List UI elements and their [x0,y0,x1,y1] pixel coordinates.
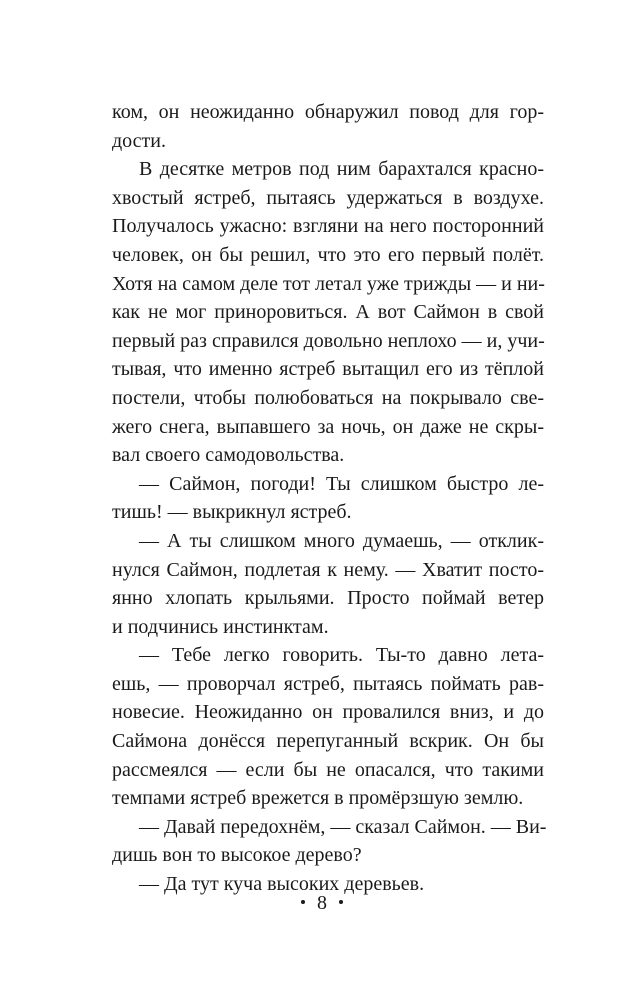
body-text [112,98,547,899]
page-number: 8 [317,892,327,914]
text-line: ком, он неожиданно обнаружил повод для гор- [112,101,544,123]
text-line: нулся Саймон, подлетая к нему. — Хватит посто- [112,558,544,581]
text-line: — Тебе легко говорить. Ты-то давно лета- [139,644,544,667]
text-line: темпами ястреб врежется в промёрзшую землю. [112,787,524,810]
text-line: вал своего самодовольства. [112,444,345,467]
text-line: Получалось ужасно: взгляни на него посторонний [112,215,544,238]
text-line: В десятке метров под ним барахтался красно- [139,158,544,181]
text-line: человек, он бы решил, что это его первый полёт. [112,243,544,266]
text-line: как не мог приноровиться. А вот Саймон в свой [112,301,544,324]
text-line: дости. [112,129,166,152]
text-line: постели, чтобы полюбоваться на покрывало све- [112,386,544,409]
text-line: первый раз справился довольно неплохо — и, учи- [112,329,545,352]
page-number-footer [0,889,644,917]
text-line: янно хлопать крыльями. Просто поймай ветер [112,587,544,610]
text-line: ешь, — проворчал ястреб, пытаясь поймать рав- [112,672,544,695]
text-line: Хотя на самом деле тот летал уже трижды — и ни- [112,272,545,295]
text-line: рассмеялся — если бы не опасался, что такими [112,758,544,781]
page-number-dot-right [339,900,343,904]
text-line: — Саймон, погоди! Ты слишком быстро ле- [139,472,544,495]
text-line: дишь вон то высокое дерево? [112,844,362,867]
text-line: — Давай передохнём, — сказал Саймон. — Ви- [139,815,547,838]
text-line: жего снега, выпавшего за ночь, он даже не скры- [112,415,544,438]
text-line: хвостый ястреб, пытаясь удержаться в воздухе. [112,186,544,209]
text-line: тишь! — выкрикнул ястреб. [112,501,352,524]
text-line: — Да тут куча высоких деревьев. [139,873,425,896]
page-number-dot-left [301,900,305,904]
text-line: Саймона донёсся перепуганный вскрик. Он бы [112,730,544,753]
text-line: и подчинись инстинктам. [112,615,329,638]
text-line: — А ты слишком много думаешь, — отклик- [139,529,544,552]
text-line: новесие. Неожиданно он провалился вниз, и до [112,701,544,724]
text-line: тывая, что именно ястреб вытащил его из тёплой [112,358,544,381]
